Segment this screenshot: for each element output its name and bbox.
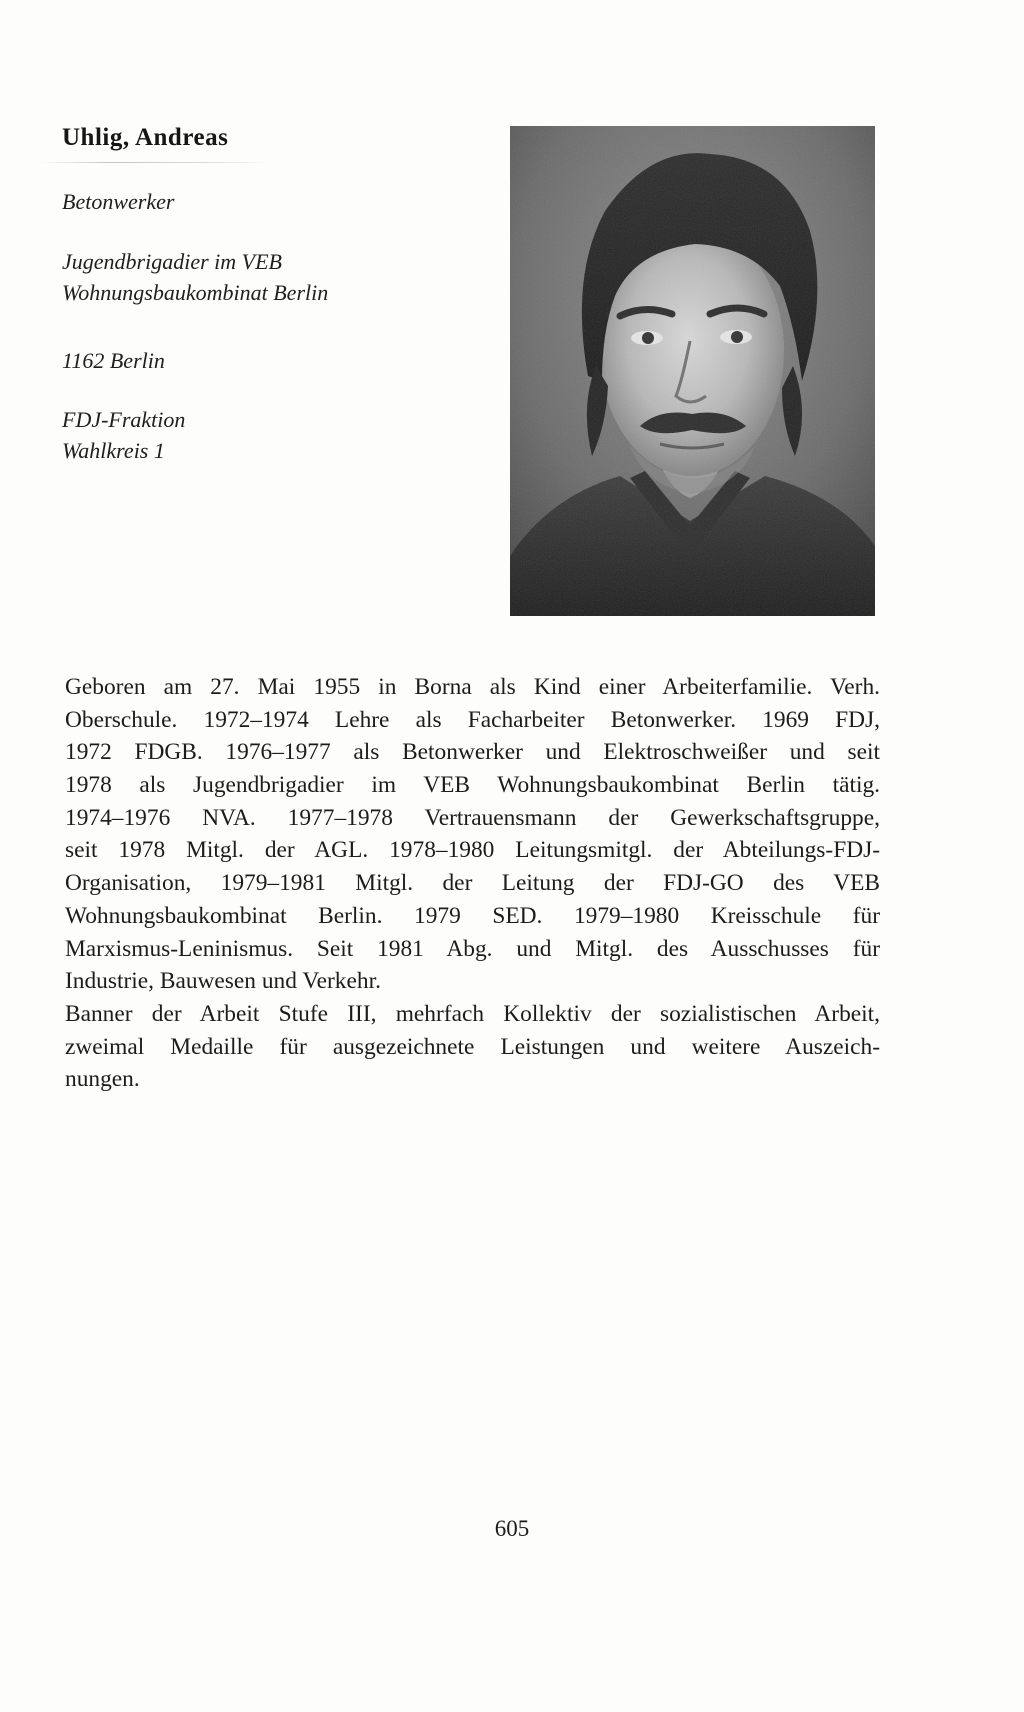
page-number: 605 <box>494 1516 530 1541</box>
person-name: Uhlig, Andreas <box>62 124 229 151</box>
portrait-photo <box>510 126 875 616</box>
bio-line: Geboren am 27. Mai 1955 in Borna als Kind einer Arbeiterfamilie. Verh. <box>65 674 880 700</box>
occupation-text: Betonwerker <box>62 189 175 214</box>
position-line: Wohnungsbaukombinat Berlin <box>62 280 329 305</box>
constituency-line: Wahlkreis 1 <box>62 438 165 463</box>
bio-line: seit 1978 Mitgl. der AGL. 1978–1980 Leitungsmitgl. der Abteilungs-FDJ- <box>65 837 880 864</box>
name-underline <box>40 162 270 163</box>
address <box>62 345 165 376</box>
position-block <box>62 246 328 308</box>
faction-block <box>62 404 185 466</box>
portrait-illustration <box>510 126 875 616</box>
occupation <box>62 186 174 217</box>
bio-line: 1978 als Jugendbrigadier im VEB Wohnungsbaukombinat Berlin tätig. <box>65 772 880 799</box>
faction-line: FDJ-Fraktion <box>62 407 186 432</box>
bio-line: zweimal Medaille für ausgezeichnete Leistungen und weitere Auszeich- <box>65 1033 880 1060</box>
bio-line: Industrie, Bauwesen und Verkehr. <box>65 968 381 995</box>
address-text: 1162 Berlin <box>62 348 165 373</box>
bio-line: 1974–1976 NVA. 1977–1978 Vertrauensmann der Gewerkschaftsgruppe, <box>65 804 880 831</box>
bio-line: 1972 FDGB. 1976–1977 als Betonwerker und Elektroschweißer und seit <box>65 739 880 766</box>
biography <box>65 671 880 1096</box>
bio-line: Oberschule. 1972–1974 Lehre als Facharbeiter Betonwerker. 1969 FDJ, <box>65 706 880 733</box>
bio-line: nungen. <box>65 1066 140 1093</box>
bio-line: Banner der Arbeit Stufe III, mehrfach Kollektiv der sozialistischen Arbeit, <box>65 1000 880 1027</box>
bio-line: Marxismus-Leninismus. Seit 1981 Abg. und Mitgl. des Ausschusses für <box>65 935 880 962</box>
position-line: Jugendbrigadier im VEB <box>62 249 282 274</box>
bio-line: Organisation, 1979–1981 Mitgl. der Leitung der FDJ-GO des VEB <box>65 870 880 897</box>
bio-line: Wohnungsbaukombinat Berlin. 1979 SED. 1979–1980 Kreisschule für <box>65 902 880 929</box>
